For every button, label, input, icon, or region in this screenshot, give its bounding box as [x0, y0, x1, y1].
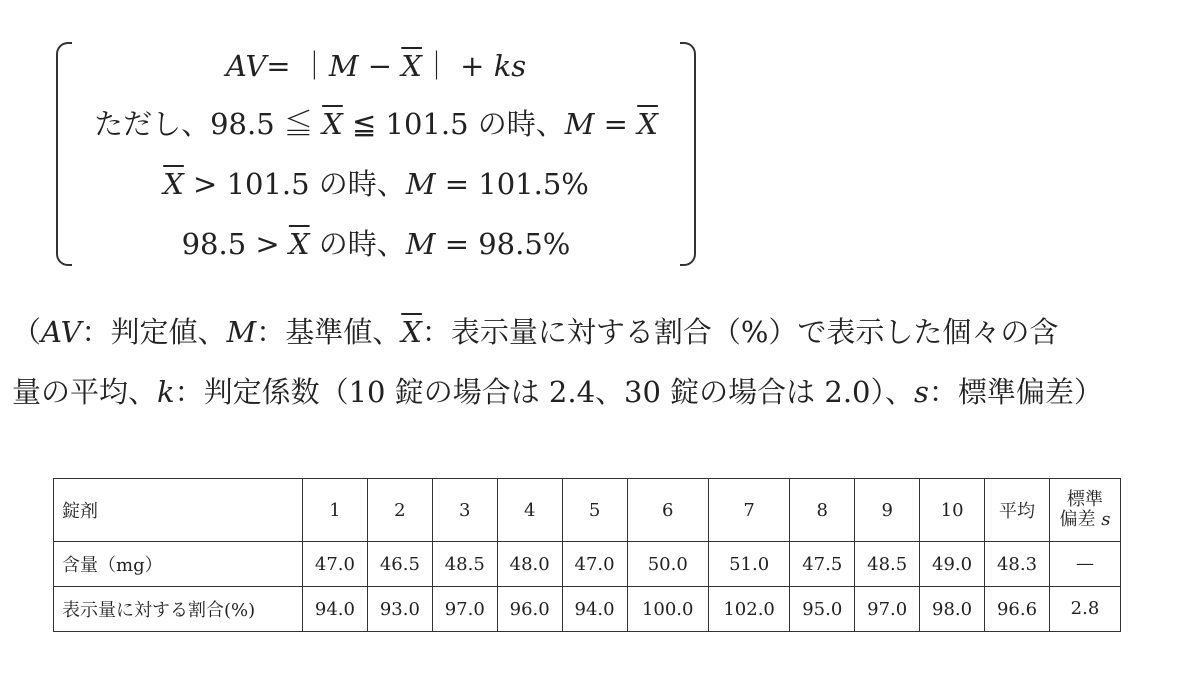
table-cell: 48.5 — [432, 542, 497, 587]
formula-text: ただし、98.5 ≦ — [94, 107, 323, 141]
note-text: ：標準偏差） — [928, 375, 1103, 409]
table-cell: 47.5 — [790, 542, 855, 587]
table-cell: 97.0 — [855, 587, 920, 632]
m-symbol: M — [564, 107, 595, 141]
s-symbol: s — [1101, 509, 1111, 530]
header-cell: 9 — [855, 479, 920, 542]
header-cell: 10 — [920, 479, 985, 542]
std-dev-label-2: 偏差 — [1059, 509, 1102, 530]
note-text: ：判定値、 — [81, 315, 227, 349]
header-cell: 8 — [790, 479, 855, 542]
table-cell: 51.0 — [708, 542, 789, 587]
av-symbol: AV — [225, 49, 267, 83]
note-text: （ — [12, 315, 42, 349]
mean-cell: 48.3 — [985, 542, 1050, 587]
s-symbol: s — [914, 375, 929, 409]
m-symbol: M — [405, 227, 436, 261]
header-cell: 7 — [708, 479, 789, 542]
table-cell: 94.0 — [303, 587, 368, 632]
table-cell: 100.0 — [627, 587, 708, 632]
header-cell: 3 — [432, 479, 497, 542]
formula-text: − — [358, 49, 402, 83]
formula-text: = 98.5% — [435, 227, 571, 261]
m-symbol: M — [328, 49, 359, 83]
table-cell: 48.0 — [497, 542, 562, 587]
formula-text: ｜ + — [421, 49, 494, 83]
table-cell: 94.0 — [562, 587, 627, 632]
table-cell: 49.0 — [920, 542, 985, 587]
table-cell: 48.5 — [855, 542, 920, 587]
av-symbol: AV — [41, 315, 82, 349]
formula-line-condition-2 — [56, 164, 696, 204]
x-bar-symbol: $\overline{X}$ — [401, 315, 422, 349]
row-label: 表示量に対する割合(%) — [54, 587, 303, 632]
table-row — [54, 587, 1121, 632]
header-cell: 4 — [497, 479, 562, 542]
table-cell: 96.0 — [497, 587, 562, 632]
header-label: 錠剤 — [54, 479, 303, 542]
table-cell: 97.0 — [432, 587, 497, 632]
table-cell: 93.0 — [367, 587, 432, 632]
note-text: ：基準値、 — [256, 315, 402, 349]
header-cell: 2 — [367, 479, 432, 542]
m-symbol: M — [226, 315, 257, 349]
table-cell: 47.0 — [303, 542, 368, 587]
formula-line-condition-3 — [56, 224, 696, 264]
header-cell: 5 — [562, 479, 627, 542]
table-cell: 95.0 — [790, 587, 855, 632]
m-symbol: M — [405, 167, 436, 201]
formula-text: > 101.5 の時、 — [183, 167, 406, 201]
formula-text: = — [594, 107, 638, 141]
header-cell: 6 — [627, 479, 708, 542]
table-cell: 98.0 — [920, 587, 985, 632]
formula-text: = ｜ — [266, 49, 329, 83]
note-text: ：判定係数（10 錠の場合は 2.4、30 錠の場合は 2.0）、 — [174, 375, 915, 409]
tablet-content-table — [53, 478, 1121, 632]
note-text: ：表示量に対する割合（%）で表示した個々の含 — [421, 315, 1059, 349]
mean-cell: 96.6 — [985, 587, 1050, 632]
formula-line-condition-1 — [56, 104, 696, 144]
definition-note-line-1 — [12, 312, 1058, 352]
ks-symbol: ks — [493, 49, 527, 83]
formula-line-av — [56, 46, 696, 86]
formula-text: = 101.5% — [435, 167, 589, 201]
std-dev-cell: 2.8 — [1050, 587, 1121, 632]
header-cell: 1 — [303, 479, 368, 542]
std-dev-cell: — — [1050, 542, 1121, 587]
std-dev-label-1: 標準 — [1067, 489, 1103, 510]
table-cell: 47.0 — [562, 542, 627, 587]
header-mean: 平均 — [985, 479, 1050, 542]
x-bar-symbol: $\overline{X}$ — [401, 49, 422, 83]
formula-text: ≦ 101.5 の時、 — [342, 107, 565, 141]
note-text: 量の平均、 — [12, 375, 158, 409]
table-row — [54, 542, 1121, 587]
table-cell: 50.0 — [627, 542, 708, 587]
k-symbol: k — [157, 375, 175, 409]
table-header-row — [54, 479, 1121, 542]
x-bar-symbol: $\overline{X}$ — [322, 107, 343, 141]
x-bar-symbol: $\overline{X}$ — [288, 227, 310, 261]
x-bar-symbol: $\overline{X}$ — [637, 107, 658, 141]
table-cell: 46.5 — [367, 542, 432, 587]
formula-text: 98.5 > — [181, 227, 289, 261]
formula-box — [56, 42, 696, 264]
header-std-dev — [1050, 479, 1121, 542]
x-bar-symbol: $\overline{X}$ — [163, 167, 184, 201]
definition-note-line-2 — [12, 372, 1103, 412]
table-cell: 102.0 — [708, 587, 789, 632]
row-label: 含量（mg） — [54, 542, 303, 587]
formula-text: の時、 — [309, 227, 406, 261]
